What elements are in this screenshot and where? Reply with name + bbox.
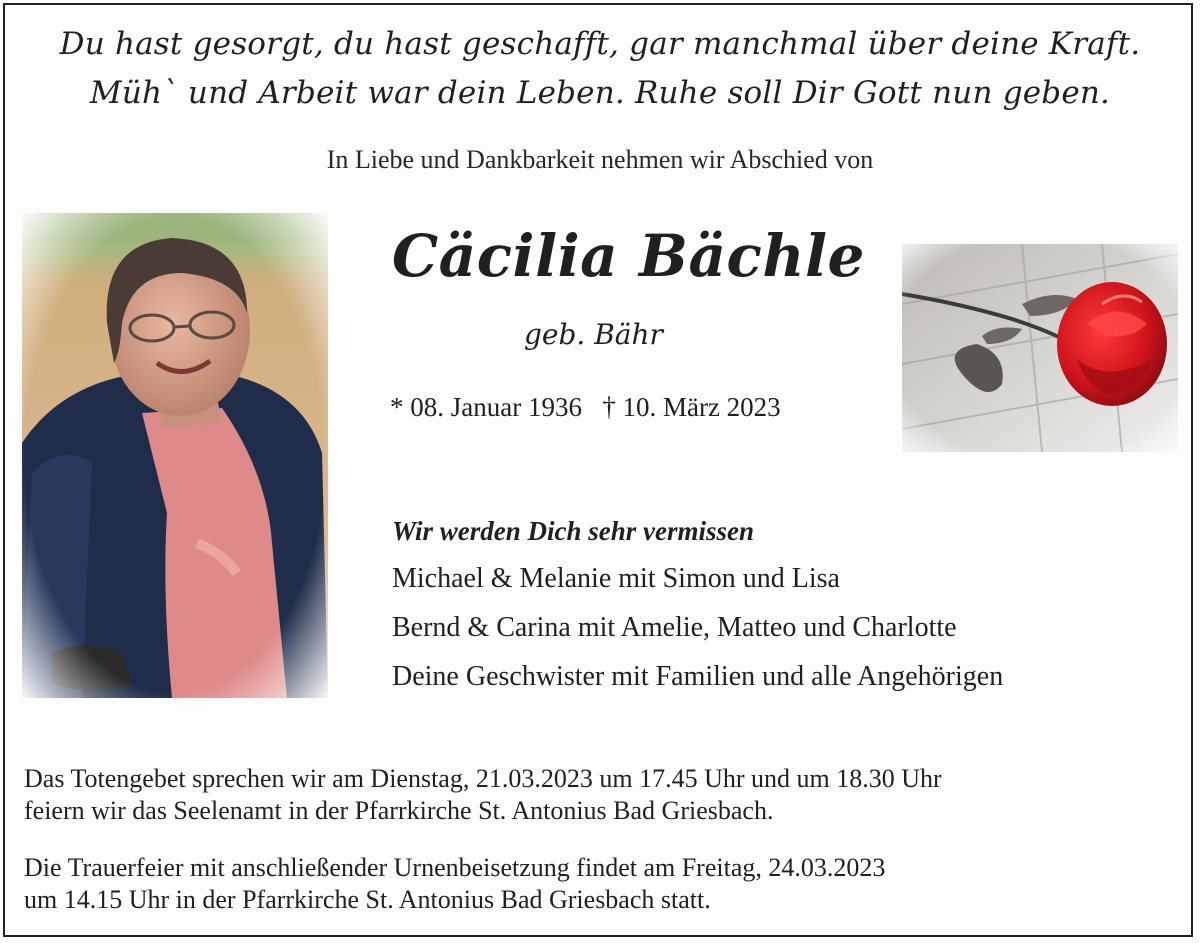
funeral-notice (24, 852, 1174, 916)
birth-date: * 08. Januar 1936 (390, 392, 582, 422)
prayer-notice (24, 763, 1174, 827)
mourner-line: Bernd & Carina mit Amelie, Matteo und Charlotte (392, 612, 957, 643)
life-dates (390, 392, 781, 423)
mourner-line: Deine Geschwister mit Familien und alle Angehörigen (392, 661, 1004, 692)
notice-line: um 14.15 Uhr in der Pfarrkirche St. Antonius Bad Griesbach statt. (24, 885, 711, 914)
notice-line: Die Trauerfeier mit anschließender Urnenbeisetzung findet am Freitag, 24.03.2023 (24, 853, 886, 882)
red-rose-photo (902, 244, 1178, 452)
mourners-heading: Wir werden Dich sehr vermissen (392, 516, 755, 546)
verse-line-1: Du hast gesorgt, du hast geschafft, gar manchmal über deine Kraft. (59, 26, 1141, 62)
death-date: † 10. März 2023 (602, 392, 781, 422)
notice-line: Das Totengebet sprechen wir am Dienstag, 21.03.2023 um 17.45 Uhr und um 18.30 Uhr (24, 764, 942, 793)
deceased-name: Cäcilia Bächle (392, 222, 865, 290)
notice-line: feiern wir das Seelenamt in der Pfarrkirche St. Antonius Bad Griesbach. (24, 796, 774, 825)
maiden-name: geb. Bähr (524, 318, 663, 351)
portrait-photo (22, 213, 328, 698)
intro-text: In Liebe und Dankbarkeit nehmen wir Abschied von (326, 145, 874, 174)
mourner-line: Michael & Melanie mit Simon und Lisa (392, 563, 840, 594)
verse-line-2: Müh` und Arbeit war dein Leben. Ruhe soll Dir Gott nun geben. (89, 75, 1111, 111)
